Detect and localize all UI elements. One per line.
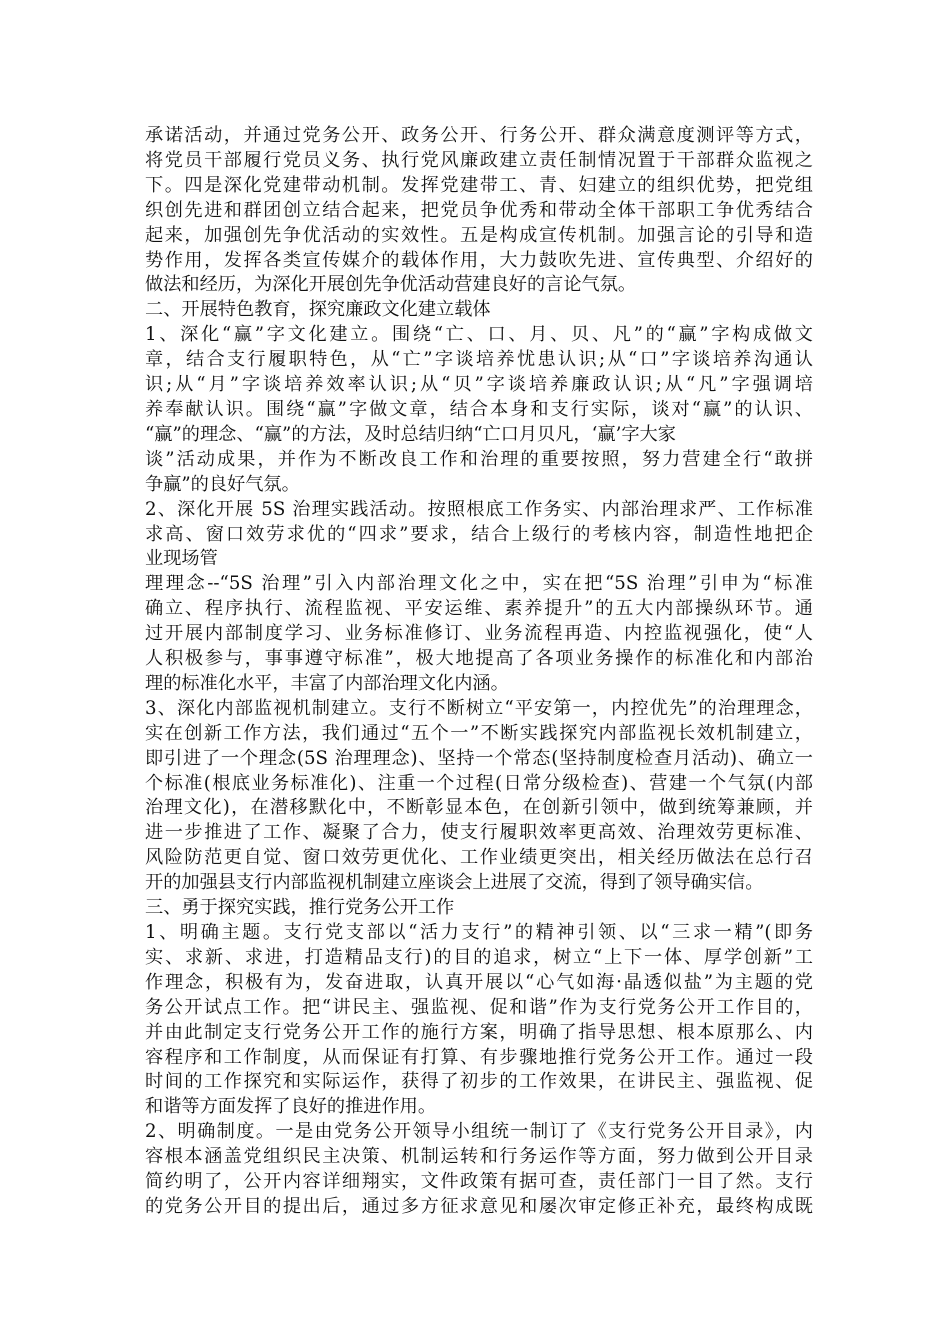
text-line: 简约明了，公开内容详细翔实，文件政策有据可查，责任部门一目了然。支行 — [145, 1171, 813, 1193]
text-line: 织创先进和群团创立结合起来，把党员争优秀和带动全体干部职工争优秀结合 — [145, 199, 813, 221]
text-line: 养奉献认识。围绕“赢”字做文章，结合本身和支行实际，谈对“赢”的认识、 — [145, 398, 813, 420]
text-line: 的党务公开目的提出后，通过多方征求意见和屡次审定修正补充，最终构成既 — [145, 1195, 813, 1217]
text-line: 容根本涵盖党组织民主决策、机制运转和行务运作等方面，努力做到公开目录 — [145, 1146, 813, 1168]
text-line: 务公开试点工作。把“讲民主、强监视、促和谐”作为支行党务公开工作目的， — [145, 996, 813, 1018]
text-line: 作理念，积极有为，发奋进取，认真开展以“心气如海·晶透似盐”为主题的党 — [145, 971, 813, 993]
text-line: 理的标准化水平，丰富了内部治理文化内涵。 — [145, 672, 509, 694]
text-line: 承诺活动，并通过党务公开、政务公开、行务公开、群众满意度测评等方式， — [145, 125, 813, 146]
text-line: 即引进了一个理念(5S 治理理念)、坚持一个常态(坚持制度检查月活动)、确立一 — [145, 747, 813, 769]
text-line: 将党员干部履行党员义务、执行党风廉政建立责任制情况置于干部群众监视之 — [145, 149, 813, 171]
text-line: 势作用，发挥各类宣传媒介的载体作用，大力鼓吹先进、宣传典型、介绍好的 — [145, 249, 813, 271]
text-line: 2、明确制度。一是由党务公开领导小组统一制订了《支行党务公开目录》，内 — [145, 1121, 813, 1143]
text-line: 章，结合支行履职特色，从“亡”字谈培养忧患认识;从“口”字谈培养沟通认 — [145, 349, 813, 371]
text-line: 1、明确主题。支行党支部以“活力支行”的精神引领、以“三求一精”(即务 — [145, 922, 813, 943]
text-line: 2、深化开展 5S 治理实践活动。按照根底工作务实、内部治理求严、工作标准 — [145, 498, 813, 520]
document-body — [145, 124, 813, 1220]
text-line: 过开展内部制度学习、业务标准修订、业务流程再造、内控监视强化，使“人 — [145, 623, 813, 645]
text-line: 理理念--“5S 治理”引入内部治理文化之中，实在把“5S 治理”引申为“标准 — [145, 573, 813, 595]
text-line: 进一步推进了工作、凝聚了合力，使支行履职效率更高效、治理效劳更标准、 — [145, 822, 813, 844]
text-line: 3、深化内部监视机制建立。支行不断树立“平安第一，内控优先”的治理理念， — [145, 697, 813, 719]
text-line: 起来，加强创先争优活动的实效性。五是构成宣传机制。加强言论的引导和造 — [145, 224, 813, 246]
text-line: 人积极参与，事事遵守标准”，极大地提高了各项业务操作的标准化和内部治 — [145, 648, 813, 670]
text-line: “赢”的理念、“赢”的方法，及时总结归纳“亡口月贝凡，‘赢’字大家 — [145, 423, 676, 445]
text-line: 开的加强县支行内部监视机制建立座谈会上进展了交流，得到了领导确实信。 — [145, 872, 764, 894]
text-line: 和谐等方面发挥了良好的推进作用。 — [145, 1096, 437, 1118]
text-line: 谈”活动成果，并作为不断改良工作和治理的重要按照，努力营建全行“敢拼 — [145, 448, 813, 470]
text-line: 业现场管 — [145, 548, 218, 570]
text-line: 个标准(根底业务标准化)、注重一个过程(日常分级检查)、营建一个气氛(内部 — [145, 772, 813, 794]
text-line: 识;从“月”字谈培养效率认识;从“贝”字谈培养廉政认识;从“凡”字强调培 — [145, 374, 813, 396]
text-line: 实在创新工作方法，我们通过“五个一”不断实践探究内部监视长效机制建立， — [145, 722, 813, 744]
text-line: 并由此制定支行党务公开工作的施行方案，明确了指导思想、根本原那么、内 — [145, 1021, 813, 1043]
text-line: 时间的工作探究和实际运作，获得了初步的工作效果，在讲民主、强监视、促 — [145, 1071, 813, 1093]
text-line: 风险防范更自觉、窗口效劳更优化、工作业绩更突出，相关经历做法在总行召 — [145, 847, 813, 869]
text-line: 下。四是深化党建带动机制。发挥党建带工、青、妇建立的组织优势，把党组 — [145, 174, 813, 196]
text-line: 二、开展特色教育，探究廉政文化建立载体 — [145, 299, 491, 321]
text-line: 确立、程序执行、流程监视、平安运维、素养提升”的五大内部操纵环节。通 — [145, 598, 813, 620]
text-line: 三、勇于探究实践，推行党务公开工作 — [145, 897, 455, 919]
text-line: 实、求新、求进，打造精品支行)的目的追求，树立“上下一体、厚学创新”工 — [145, 946, 813, 968]
text-line: 治理文化)，在潜移默化中，不断彰显本色，在创新引领中，做到统筹兼顾，并 — [145, 797, 813, 819]
text-line: 1、深化“赢”字文化建立。围绕“亡、口、月、贝、凡”的“赢”字构成做文 — [145, 324, 813, 346]
text-line: 容程序和工作制度，从而保证有打算、有步骤地推行党务公开工作。通过一段 — [145, 1046, 813, 1068]
text-line: 求高、窗口效劳求优的“四求”要求，结合上级行的考核内容，制造性地把企 — [145, 523, 813, 545]
text-line: 做法和经历，为深化开展创先争优活动营建良好的言论气氛。 — [145, 274, 637, 296]
text-line: 争赢”的良好气氛。 — [145, 473, 300, 495]
